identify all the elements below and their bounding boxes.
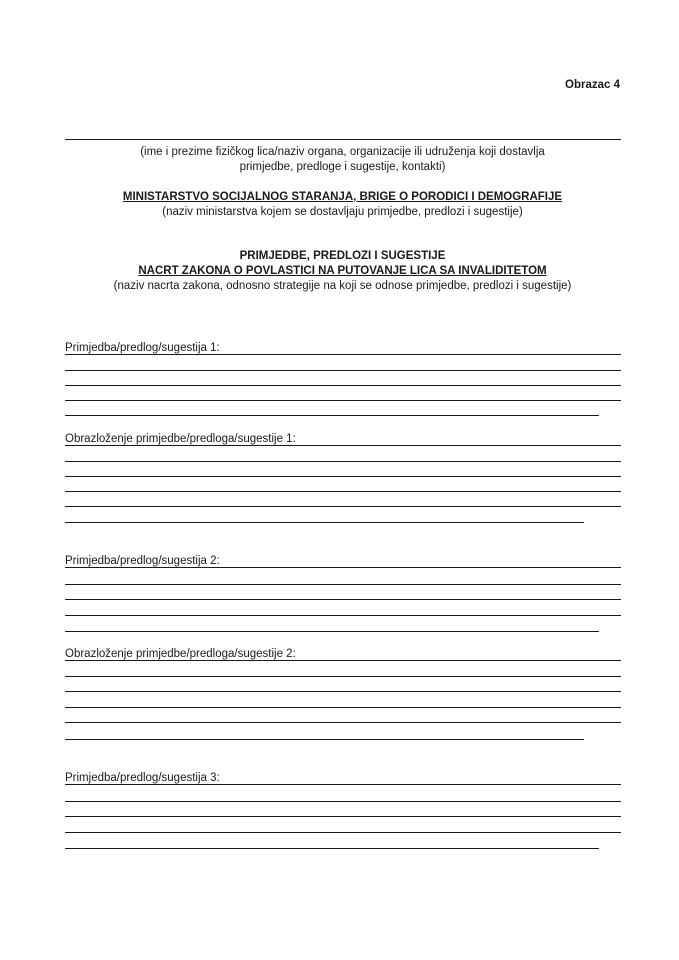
remark-2-line[interactable] [65, 631, 599, 632]
explanation-2-line[interactable] [65, 722, 621, 723]
submitter-caption [60, 145, 625, 175]
ministry-caption: (naziv ministarstva kojem se dostavljaju primjedbe, predlozi i sugestije) [162, 206, 523, 218]
remark-2-line[interactable] [65, 584, 621, 585]
remark-1-field[interactable] [65, 342, 621, 357]
form-number: Obrazac 4 [565, 79, 620, 91]
explanation-1-line[interactable] [65, 491, 621, 492]
submitter-blank-line[interactable] [65, 139, 621, 140]
explanation-2-label: Obrazloženje primjedbe/predloga/sugestije 2: [65, 648, 296, 660]
document-title: PRIMJEDBE, PREDLOZI I SUGESTIJE [239, 250, 446, 262]
remark-1-line[interactable] [65, 370, 621, 371]
remark-1-line[interactable] [65, 415, 599, 416]
explanation-1-line[interactable] [65, 461, 621, 462]
explanation-2-line[interactable] [65, 739, 584, 740]
remark-3-line[interactable] [65, 816, 621, 817]
explanation-2-line[interactable] [65, 676, 621, 677]
remark-1-line[interactable] [65, 385, 621, 386]
remark-1-line[interactable] [65, 400, 621, 401]
remark-2-field[interactable] [65, 555, 621, 570]
explanation-2-line[interactable] [65, 691, 621, 692]
ministry-block [60, 190, 625, 220]
remark-3-label: Primjedba/predlog/sugestija 3: [65, 772, 220, 784]
submitter-caption-line2: primjedbe, predloge i sugestije, kontakti) [239, 161, 446, 173]
ministry-name: MINISTARSTVO SOCIJALNOG STARANJA, BRIGE O PORODICI I DEMOGRAFIJE [122, 191, 563, 203]
explanation-1-line[interactable] [65, 476, 621, 477]
remark-2-line[interactable] [65, 615, 621, 616]
explanation-2-field[interactable] [65, 648, 621, 663]
explanation-1-line[interactable] [65, 522, 584, 523]
remark-3-line[interactable] [65, 801, 621, 802]
title-block [60, 249, 625, 294]
submitter-caption-line1: (ime i prezime fizičkog lica/naziv organa, organizacije ili udruženja koji dostavlja [140, 146, 545, 158]
law-caption: (naziv nacrta zakona, odnosno strategije na koji se odnose primjedbe, predlozi i sugestije) [113, 280, 572, 292]
remark-1-label: Primjedba/predlog/sugestija 1: [65, 342, 220, 354]
explanation-1-label: Obrazloženje primjedbe/predloga/sugestije 1: [65, 433, 296, 445]
remark-2-line[interactable] [65, 599, 621, 600]
remark-2-label: Primjedba/predlog/sugestija 2: [65, 555, 220, 567]
remark-3-line[interactable] [65, 832, 621, 833]
explanation-1-field[interactable] [65, 433, 621, 448]
remark-3-line[interactable] [65, 848, 599, 849]
law-name: NACRT ZAKONA O POVLASTICI NA PUTOVANJE LICA SA INVALIDITETOM [138, 265, 547, 277]
remark-3-field[interactable] [65, 772, 621, 787]
explanation-2-line[interactable] [65, 707, 621, 708]
explanation-1-line[interactable] [65, 506, 621, 507]
